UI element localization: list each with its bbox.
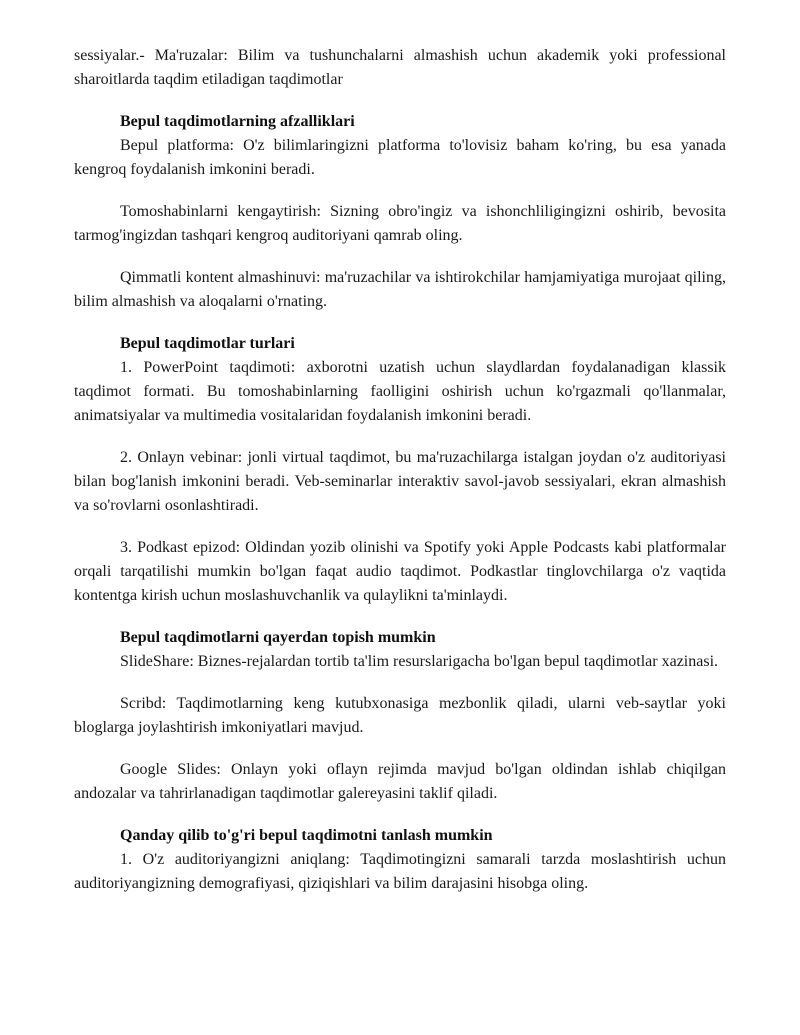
paragraph-scribd: Scribd: Taqdimotlarning keng kutubxonasiga mezbonlik qiladi, ularni veb-saytlar yoki bloglarga joylashtirish imkoniyatlari mavjud. bbox=[74, 695, 726, 736]
paragraph-audience-expansion: Tomoshabinlarni kengaytirish: Sizning obro'ingiz va ishonchliligingizni oshirib, bevosita tarmog'ingizdan tashqari kengroq auditoriyani qamrab oling. bbox=[74, 203, 726, 244]
heading-benefits: Bepul taqdimotlarning afzalliklari bbox=[120, 113, 355, 130]
paragraph-free-platform: Bepul platforma: O'z bilimlaringizni platforma to'lovisiz baham ko'ring, bu esa yanada kengroq foydalanish imkonini beradi. bbox=[74, 137, 726, 178]
document-page bbox=[74, 44, 726, 896]
paragraph-powerpoint: 1. PowerPoint taqdimoti: axborotni uzatish uchun slaydlardan foydalanadigan klassik taqdimot formati. Bu tomoshabinlarning faolligini oshirish uchun ko'rgazmali qo'llanmalar, animatsiyalar va multimedia vositalaridan foydalanish imkonini beradi. bbox=[74, 359, 726, 424]
paragraph-content-exchange: Qimmatli kontent almashinuvi: ma'ruzachilar va ishtirokchilar hamjamiyatiga murojaat qiling, bilim almashish va aloqalarni o'rnating. bbox=[74, 269, 726, 310]
paragraph-webinar: 2. Onlayn vebinar: jonli virtual taqdimot, bu ma'ruzachilarga istalgan joydan o'z auditoriyasi bilan bog'lanish imkonini beradi. Veb-seminarlar interaktiv savol-javob sessiyalari, ekran almashish va so'rovlarni osonlashtiradi. bbox=[74, 449, 726, 514]
intro-continuation-paragraph: sessiyalar.- Ma'ruzalar: Bilim va tushunchalarni almashish uchun akademik yoki professional sharoitlarda taqdim etiladigan taqdimotlar bbox=[74, 47, 726, 88]
heading-types: Bepul taqdimotlar turlari bbox=[120, 335, 295, 352]
paragraph-podcast: 3. Podkast epizod: Oldindan yozib olinishi va Spotify yoki Apple Podcasts kabi platformalar orqali tarqatilishi mumkin bo'lgan faqat audio taqdimot. Podkastlar tinglovchilarga o'z vaqtida kontentga kirish uchun moslashuvchanlik va qulaylikni ta'minlaydi. bbox=[74, 539, 726, 604]
paragraph-slideshare: SlideShare: Biznes-rejalardan tortib ta'lim resurslarigacha bo'lgan bepul taqdimotlar xazinasi. bbox=[120, 653, 719, 670]
paragraph-google-slides: Google Slides: Onlayn yoki oflayn rejimda mavjud bo'lgan oldindan ishlab chiqilgan andozalar va tahrirlanadigan taqdimotlar galereyasini taklif qiladi. bbox=[74, 761, 726, 802]
heading-where-to-find: Bepul taqdimotlarni qayerdan topish mumkin bbox=[120, 629, 436, 646]
paragraph-define-audience: 1. O'z auditoriyangizni aniqlang: Taqdimotingizni samarali tarzda moslashtirish uchun auditoriyangizning demografiyasi, qiziqishlari va bilim darajasini hisobga oling. bbox=[74, 851, 726, 892]
heading-how-to-choose: Qanday qilib to'g'ri bepul taqdimotni tanlash mumkin bbox=[120, 827, 493, 844]
